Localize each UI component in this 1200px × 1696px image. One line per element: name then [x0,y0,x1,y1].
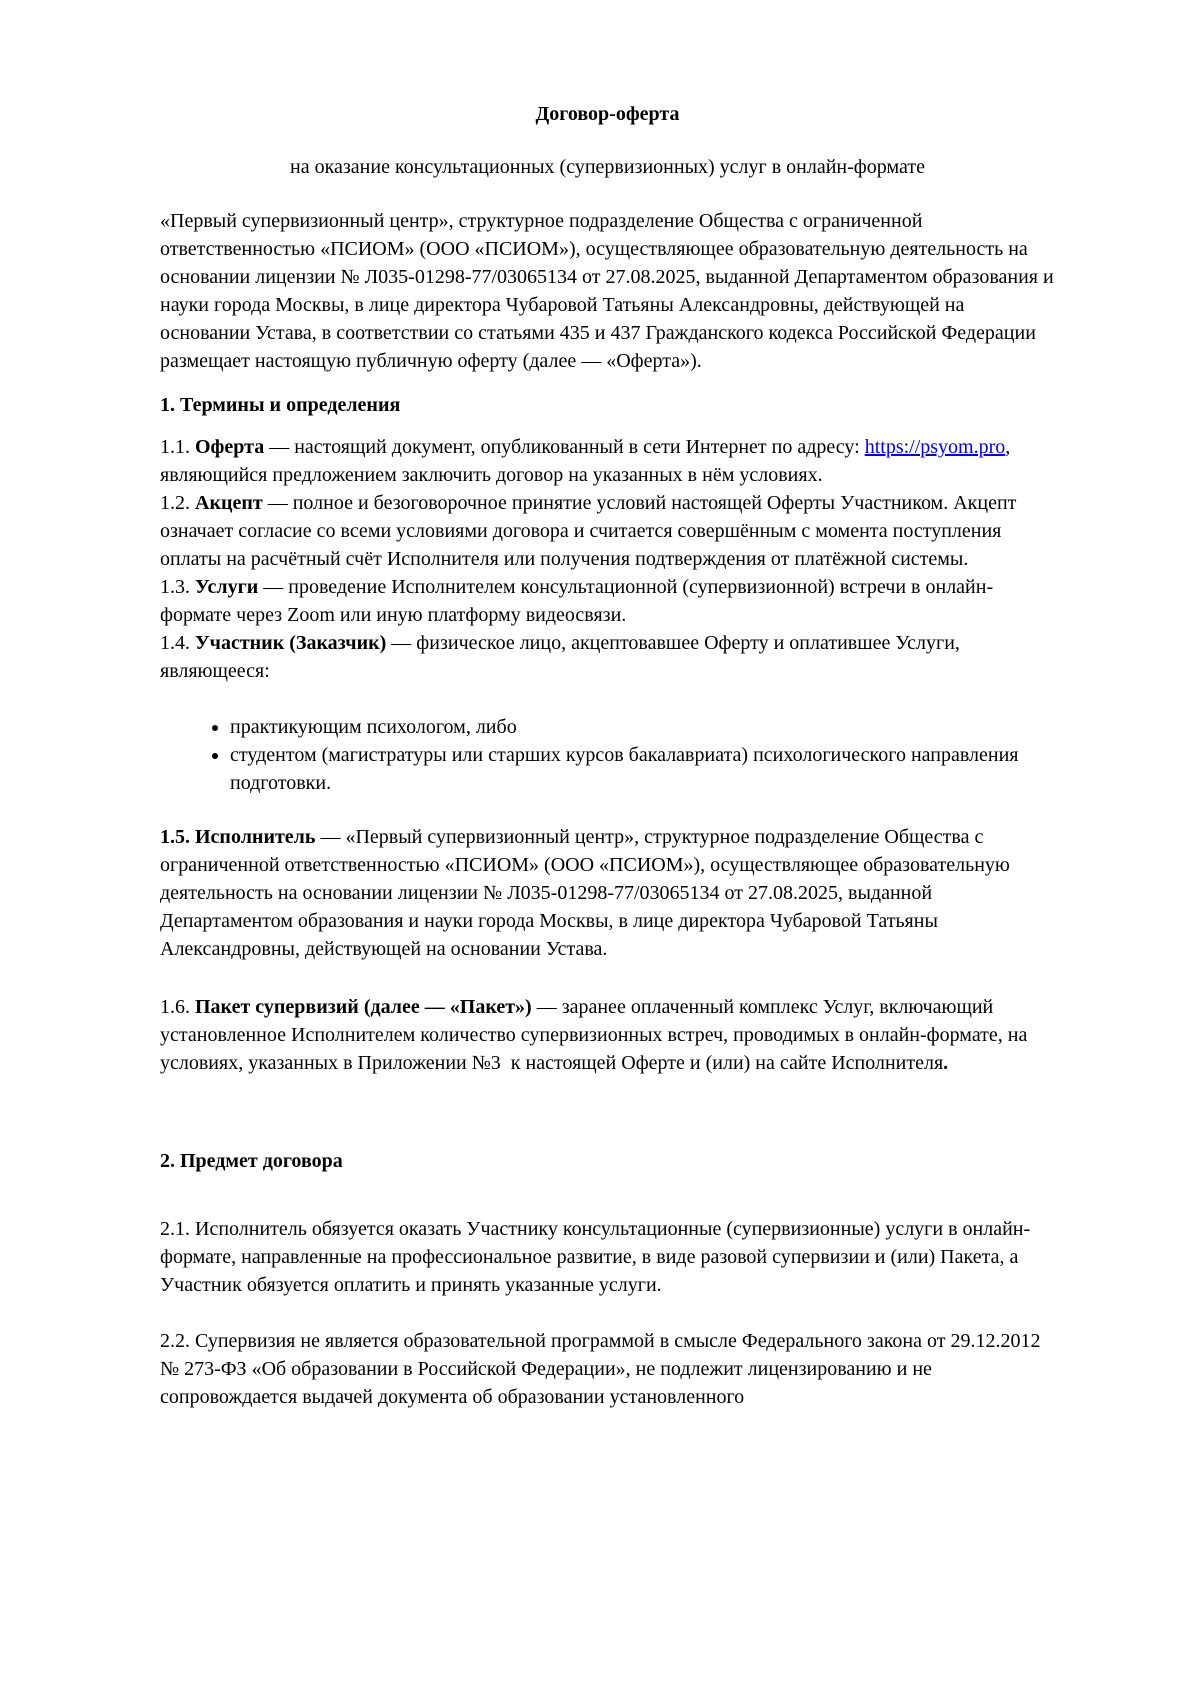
section-1-heading: 1. Термины и определения [160,394,401,416]
document-title: Договор-оферта [535,103,680,125]
clause-1-2-number: 1.2. [160,492,195,514]
clause-1-2 [160,489,1055,573]
clause-1-6-number: 1.6. [160,996,195,1018]
clause-1-2-term: Акцепт [195,492,263,514]
clause-1-4-text: — физическое лицо, акцептовавшее Оферту и оплатившее Услуги, являющееся: [160,632,965,682]
clause-1-6-text: — заранее оплаченный комплекс Услуг, включающий установленное Исполнителем количество супервизионных встреч, проводимых в онлайн-формате, на условиях, указанных в Приложении №3 к настоящей Оферте и (или) на сайте Исполнителя [160,996,1033,1074]
clause-1-4-number: 1.4. [160,632,195,654]
clause-1-6-term: Пакет супервизий (далее — «Пакет») [195,996,532,1018]
clause-1-4-term: Участник (Заказчик) [195,632,387,654]
clause-1-1-text-after-link: , являющийся предложением заключить договор на указанных в нём условиях. [160,436,1016,486]
clause-1-2-text: — полное и безоговорочное принятие условий настоящей Оферты Участником. Акцепт означает согласие со всеми условиями договора и считается совершённым с момента поступления оплаты на расчётный счёт Исполнителя или получения подтверждения от платёжной системы. [160,492,1022,570]
clause-1-5 [160,823,1055,963]
clause-1-6 [160,993,1055,1077]
clause-1-4 [160,629,1055,685]
preamble-paragraph: «Первый супервизионный центр», структурное подразделение Общества с ограниченной ответственностью «ПСИОМ» (ООО «ПСИОМ»), осуществляющее образовательную деятельность на основании лицензии № Л035-01298-77/03065134 от 27.08.2025, выданной Департаментом образования и науки города Москвы, в лице директора Чубаровой Татьяны Александровны, действующей на основании Устава, в соответствии со статьями 435 и 437 Гражданского кодекса Российской Федерации размещает настоящую публичную оферту (далее — «Оферта»). [160,210,1059,372]
list-item: • студентом (магистратуры или старших курсов бакалавриата) психологического направления подготовки. [230,741,1055,797]
section-1-clauses [160,433,1055,685]
clause-1-3 [160,573,1055,629]
clause-2-1: 2.1. Исполнитель обязуется оказать Участнику консультационные (супервизионные) услуги в онлайн-формате, направленные на профессиональное развитие, в виде разовой супервизии и (или) Пакета, а Участник обязуется оплатить и принять указанные услуги. [160,1218,1031,1296]
clause-1-5-term: 1.5. Исполнитель [160,826,316,848]
clause-1-1-number: 1.1. [160,436,195,458]
participant-types-list [160,713,1055,797]
clause-1-1-text: — настоящий документ, опубликованный в сети Интернет по адресу: [264,436,865,458]
clause-1-1 [160,433,1055,489]
clause-1-3-term: Услуги [195,576,259,598]
document-subtitle: на оказание консультационных (супервизионных) услуг в онлайн-формате [290,156,925,178]
section-2-heading: 2. Предмет договора [160,1150,343,1172]
clause-1-3-number: 1.3. [160,576,195,598]
clause-1-6-terminal-period: . [943,1052,949,1074]
list-item: • практикующим психологом, либо [230,713,1055,741]
clause-1-5-text: — «Первый супервизионный центр», структурное подразделение Общества с ограниченной ответственностью «ПСИОМ» (ООО «ПСИОМ»), осуществляющее образовательную деятельность на основании лицензии № Л035-01298-77/03065134 от 27.08.2025, выданной Департаментом образования и науки города Москвы, в лице директора Чубаровой Татьяны Александровны, действующей на основании Устава. [160,826,1015,960]
clause-1-1-term: Оферта [195,436,265,458]
psyom-pro-link[interactable]: https://psyom.pro [864,436,1006,458]
clause-2-2: 2.2. Супервизия не является образовательной программой в смысле Федерального закона от 29.12.2012 № 273-ФЗ «Об образовании в Российской Федерации», не подлежит лицензированию и не сопровождается выдачей документа об образовании установленного [160,1330,1046,1408]
clause-1-3-text: — проведение Исполнителем консультационной (супервизионной) встречи в онлайн-формате через Zoom или иную платформу видеосвязи. [160,576,994,626]
